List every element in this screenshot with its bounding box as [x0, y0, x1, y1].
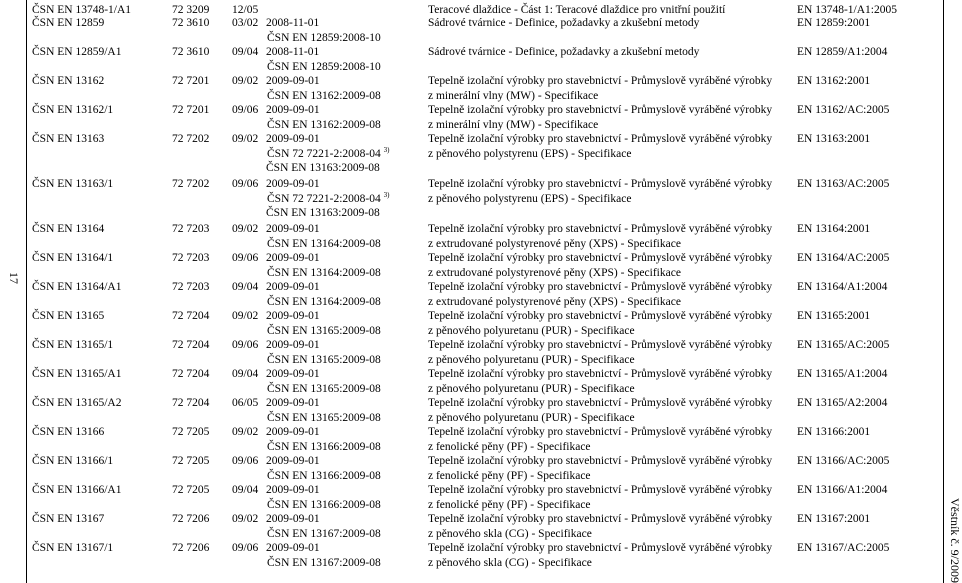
standard-title: [428, 45, 699, 60]
effective-date: 2009-09-01: [266, 542, 320, 554]
standard-title: [428, 367, 772, 396]
standard-designation: ČSN EN 13165: [32, 310, 105, 322]
title-line-2: z pěnového polyuretanu (PUR) - Specifikace: [428, 353, 635, 366]
effective-date: 2009-09-01: [266, 133, 320, 145]
date-column: [266, 177, 389, 221]
replaced-standard: ČSN EN 13164:2009-08: [267, 295, 381, 308]
right-border-line: [943, 0, 944, 583]
title-line-2: z pěnového polystyrenu (EPS) - Specifikace: [428, 147, 632, 160]
issue-date: 09/06: [232, 542, 259, 554]
issue-date: 09/06: [232, 252, 259, 264]
effective-date: 2009-09-01: [266, 223, 320, 235]
title-line-1: Tepelně izolační výrobky pro stavebnictví - Průmyslově vyráběné výrobky: [428, 104, 773, 116]
title-line-2: z pěnového polystyrenu (EPS) - Specifikace: [428, 192, 632, 205]
classification-code: 72 7206: [172, 542, 210, 554]
issue-date: 09/02: [232, 75, 259, 87]
effective-date: 2009-09-01: [266, 310, 320, 322]
issue-date: 12/05: [232, 4, 259, 16]
replaced-standard: ČSN EN 13165:2009-08: [267, 353, 381, 366]
standard-designation: ČSN EN 13164/A1: [32, 281, 122, 293]
standard-title: [428, 103, 772, 132]
standard-title: [428, 483, 772, 512]
equivalent-standard: EN 13165/A1:2004: [797, 368, 888, 380]
classification-code: 72 7201: [172, 104, 210, 116]
date-column: [266, 103, 381, 132]
title-line-2: z pěnového polyuretanu (PUR) - Specifikace: [428, 411, 635, 424]
standard-designation: ČSN EN 13164/1: [32, 252, 114, 264]
standard-title: [428, 512, 772, 541]
date-column: [266, 512, 381, 541]
date-column: [266, 16, 381, 45]
standard-designation: ČSN EN 13165/1: [32, 339, 114, 351]
title-line-1: Tepelně izolační výrobky pro stavebnictví - Průmyslově vyráběné výrobky: [428, 455, 773, 467]
date-column: [266, 251, 381, 280]
effective-date: 2009-09-01: [266, 397, 320, 409]
date-column: [266, 45, 381, 74]
table-row: [32, 132, 940, 177]
title-line-2: z minerální vlny (MW) - Specifikace: [428, 118, 599, 131]
title-line-2: z fenolické pěny (PF) - Specifikace: [428, 469, 591, 482]
table-row: [32, 454, 940, 483]
title-line-1: Tepelně izolační výrobky pro stavebnictví - Průmyslově vyráběné výrobky: [428, 484, 773, 496]
classification-code: 72 7205: [172, 455, 210, 467]
classification-code: 72 7202: [172, 133, 210, 145]
issue-date: 09/06: [232, 339, 259, 351]
effective-date: 2009-09-01: [266, 75, 320, 87]
classification-code: 72 7205: [172, 484, 210, 496]
replaced-standard: ČSN EN 13165:2009-08: [267, 411, 381, 424]
standard-designation: ČSN EN 13165/A2: [32, 397, 122, 409]
classification-code: 72 3209: [172, 4, 210, 16]
equivalent-standard: EN 13167:2001: [797, 513, 871, 525]
footnote-ref: 3): [383, 145, 390, 154]
classification-code: 72 7204: [172, 339, 210, 351]
equivalent-standard: EN 13165:2001: [797, 310, 871, 322]
effective-date: 2009-09-01: [266, 339, 320, 351]
date-column: [266, 74, 381, 103]
title-line-2: z pěnového polyuretanu (PUR) - Specifikace: [428, 324, 635, 337]
table-row: [32, 3, 940, 16]
issue-date: 03/02: [232, 17, 259, 29]
classification-code: 72 7201: [172, 75, 210, 87]
table-row: [32, 541, 940, 570]
page-number: 17: [7, 272, 21, 284]
effective-date: 2009-09-01: [266, 426, 320, 438]
title-line-2: z pěnového skla (CG) - Specifikace: [428, 556, 592, 569]
table-row: [32, 483, 940, 512]
equivalent-standard: EN 13164/A1:2004: [797, 281, 888, 293]
issue-date: 09/04: [232, 484, 259, 496]
title-line-2: z extrudované polystyrenové pěny (XPS) - Specifikace: [428, 295, 681, 308]
table-row: [32, 222, 940, 251]
date-column: [266, 338, 381, 367]
title-line-1: Tepelně izolační výrobky pro stavebnictví - Průmyslově vyráběné výrobky: [428, 368, 773, 380]
standard-designation: ČSN EN 13167/1: [32, 542, 114, 554]
replaced-standard: ČSN EN 13164:2009-08: [267, 237, 381, 250]
standard-title: [428, 177, 772, 206]
classification-code: 72 7203: [172, 252, 210, 264]
replaced-standard: ČSN EN 12859:2008-10: [267, 60, 381, 73]
standard-designation: ČSN EN 12859/A1: [32, 46, 122, 58]
replaced-standard: ČSN EN 13165:2009-08: [267, 324, 381, 337]
title-line-2: z fenolické pěny (PF) - Specifikace: [428, 440, 591, 453]
standard-title: [428, 425, 772, 454]
standard-title: [428, 338, 772, 367]
table-row: [32, 16, 940, 45]
issue-date: 06/05: [232, 397, 259, 409]
standard-designation: ČSN EN 12859: [32, 17, 105, 29]
effective-date: 2009-09-01: [266, 455, 320, 467]
replaced-standard: ČSN EN 13166:2009-08: [267, 440, 381, 453]
issue-date: 09/02: [232, 133, 259, 145]
table-row: [32, 103, 940, 132]
replaced-standard: ČSN 72 7221-2:2008-04 $^{3)}$: [267, 145, 390, 160]
standards-table: [32, 3, 940, 570]
title-line-1: Tepelně izolační výrobky pro stavebnictví - Průmyslově vyráběné výrobky: [428, 426, 773, 438]
title-line-2: z pěnového skla (CG) - Specifikace: [428, 527, 592, 540]
equivalent-standard: EN 12859/A1:2004: [797, 46, 888, 58]
effective-date: 2009-09-01: [266, 513, 320, 525]
table-row: [32, 367, 940, 396]
classification-code: 72 7203: [172, 223, 210, 235]
date-column: [266, 222, 381, 251]
effective-date: 2009-09-01: [266, 252, 320, 264]
standard-designation: ČSN EN 13166: [32, 426, 105, 438]
table-row: [32, 45, 940, 74]
standard-title: [428, 309, 772, 338]
replaced-standard: ČSN EN 13166:2009-08: [267, 469, 381, 482]
replaced-standard-small: ČSN EN 13163:2009-08: [266, 162, 380, 175]
classification-code: 72 7202: [172, 178, 210, 190]
equivalent-standard: EN 13162:2001: [797, 75, 871, 87]
standard-title: [428, 132, 772, 161]
equivalent-standard: EN 13165/AC:2005: [797, 339, 890, 351]
equivalent-standard: EN 13164:2001: [797, 223, 871, 235]
issue-date: 09/06: [232, 178, 259, 190]
effective-date: 2009-09-01: [266, 281, 320, 293]
replaced-standard: ČSN 72 7221-2:2008-04 $^{3)}$: [267, 190, 390, 205]
classification-code: 72 7204: [172, 368, 210, 380]
equivalent-standard: EN 13164/AC:2005: [797, 252, 890, 264]
standard-title: [428, 396, 772, 425]
issue-date: 09/04: [232, 46, 259, 58]
title-line-2: z fenolické pěny (PF) - Specifikace: [428, 498, 591, 511]
equivalent-standard: EN 12859:2001: [797, 17, 871, 29]
footnote-ref: 3): [383, 190, 390, 199]
date-column: [266, 425, 381, 454]
issue-date: 09/02: [232, 513, 259, 525]
replaced-standard: ČSN EN 13162:2009-08: [267, 89, 381, 102]
effective-date: 2008-11-01: [266, 46, 320, 58]
title-line-2: z pěnového polyuretanu (PUR) - Specifikace: [428, 382, 635, 395]
issue-date: 09/02: [232, 426, 259, 438]
classification-code: 72 3610: [172, 46, 210, 58]
equivalent-standard: EN 13166/AC:2005: [797, 455, 890, 467]
classification-code: 72 7204: [172, 397, 210, 409]
journal-label: Věstník č. 9/2009: [948, 498, 962, 583]
title-line-1: Tepelně izolační výrobky pro stavebnictví - Průmyslově vyráběné výrobky: [428, 310, 773, 322]
table-row: [32, 251, 940, 280]
classification-code: 72 7205: [172, 426, 210, 438]
title-line-1: Tepelně izolační výrobky pro stavebnictví - Průmyslově vyráběné výrobky: [428, 178, 773, 190]
equivalent-standard: EN 13163/AC:2005: [797, 178, 890, 190]
replaced-standard: ČSN EN 13165:2009-08: [267, 382, 381, 395]
standard-designation: ČSN EN 13162/1: [32, 104, 114, 116]
title-line-1: Tepelně izolační výrobky pro stavebnictví - Průmyslově vyráběné výrobky: [428, 281, 773, 293]
equivalent-standard: EN 13167/AC:2005: [797, 542, 890, 554]
left-border-line: [26, 0, 27, 583]
classification-code: 72 7204: [172, 310, 210, 322]
standard-title: [428, 541, 772, 570]
date-column: [266, 280, 381, 309]
issue-date: 09/02: [232, 223, 259, 235]
standard-designation: ČSN EN 13163: [32, 133, 105, 145]
issue-date: 09/04: [232, 368, 259, 380]
title-line-1: Tepelně izolační výrobky pro stavebnictví - Průmyslově vyráběné výrobky: [428, 252, 773, 264]
classification-code: 72 3610: [172, 17, 210, 29]
standard-title: [428, 16, 699, 31]
table-row: [32, 309, 940, 338]
date-column: [266, 309, 381, 338]
table-row: [32, 512, 940, 541]
effective-date: 2008-11-01: [266, 17, 320, 29]
table-row: [32, 74, 940, 103]
table-row: [32, 425, 940, 454]
equivalent-standard: EN 13165/A2:2004: [797, 397, 888, 409]
title-line-1: Tepelně izolační výrobky pro stavebnictví - Průmyslově vyráběné výrobky: [428, 133, 773, 145]
effective-date: 2009-09-01: [266, 368, 320, 380]
replaced-standard: ČSN EN 13167:2009-08: [267, 527, 381, 540]
table-row: [32, 396, 940, 425]
standard-title: [428, 222, 772, 251]
replaced-standard: ČSN EN 13166:2009-08: [267, 498, 381, 511]
title-line-1: Sádrové tvárnice - Definice, požadavky a zkušební metody: [428, 46, 700, 58]
title-line-1: Tepelně izolační výrobky pro stavebnictví - Průmyslově vyráběné výrobky: [428, 513, 773, 525]
standard-title: [428, 280, 772, 309]
classification-code: 72 7206: [172, 513, 210, 525]
standard-designation: ČSN EN 13748-1/A1: [32, 4, 132, 16]
classification-code: 72 7203: [172, 281, 210, 293]
issue-date: 09/06: [232, 104, 259, 116]
replaced-standard: ČSN EN 12859:2008-10: [267, 31, 381, 44]
equivalent-standard: EN 13162/AC:2005: [797, 104, 890, 116]
effective-date: 2009-09-01: [266, 484, 320, 496]
table-row: [32, 338, 940, 367]
standard-designation: ČSN EN 13167: [32, 513, 105, 525]
title-line-2: z extrudované polystyrenové pěny (XPS) - Specifikace: [428, 266, 681, 279]
standard-designation: ČSN EN 13164: [32, 223, 105, 235]
title-line-2: z minerální vlny (MW) - Specifikace: [428, 89, 599, 102]
title-line-1: Tepelně izolační výrobky pro stavebnictví - Průmyslově vyráběné výrobky: [428, 542, 773, 554]
replaced-standard: ČSN EN 13167:2009-08: [267, 556, 381, 569]
standard-title: [428, 74, 772, 103]
equivalent-standard: EN 13166:2001: [797, 426, 871, 438]
standard-designation: ČSN EN 13165/A1: [32, 368, 122, 380]
equivalent-standard: EN 13166/A1:2004: [797, 484, 888, 496]
table-row: [32, 177, 940, 222]
replaced-standard: ČSN EN 13162:2009-08: [267, 118, 381, 131]
table-row: [32, 280, 940, 309]
date-column: [266, 483, 381, 512]
issue-date: 09/04: [232, 281, 259, 293]
title-line-1: Sádrové tvárnice - Definice, požadavky a zkušební metody: [428, 17, 700, 29]
title-line-2: z extrudované polystyrenové pěny (XPS) - Specifikace: [428, 237, 681, 250]
standard-title: [428, 251, 772, 280]
title-line-1: Tepelně izolační výrobky pro stavebnictví - Průmyslově vyráběné výrobky: [428, 75, 773, 87]
title-line-1: Teracové dlaždice - Část 1: Teracové dlaždice pro vnitřní použití: [428, 4, 726, 16]
effective-date: 2009-09-01: [266, 104, 320, 116]
replaced-standard-small: ČSN EN 13163:2009-08: [266, 207, 380, 220]
issue-date: 09/06: [232, 455, 259, 467]
effective-date: 2009-09-01: [266, 178, 320, 190]
standard-title: [428, 454, 772, 483]
equivalent-standard: EN 13748-1/A1:2005: [797, 4, 897, 16]
title-line-1: Tepelně izolační výrobky pro stavebnictví - Průmyslově vyráběné výrobky: [428, 397, 773, 409]
standard-designation: ČSN EN 13162: [32, 75, 105, 87]
issue-date: 09/02: [232, 310, 259, 322]
date-column: [266, 396, 381, 425]
replaced-standard: ČSN EN 13164:2009-08: [267, 266, 381, 279]
standard-designation: ČSN EN 13166/1: [32, 455, 114, 467]
equivalent-standard: EN 13163:2001: [797, 133, 871, 145]
date-column: [266, 454, 381, 483]
date-column: [266, 132, 389, 176]
date-column: [266, 541, 381, 570]
standard-designation: ČSN EN 13163/1: [32, 178, 114, 190]
date-column: [266, 367, 381, 396]
title-line-1: Tepelně izolační výrobky pro stavebnictví - Průmyslově vyráběné výrobky: [428, 223, 773, 235]
title-line-1: Tepelně izolační výrobky pro stavebnictví - Průmyslově vyráběné výrobky: [428, 339, 773, 351]
standard-designation: ČSN EN 13166/A1: [32, 484, 122, 496]
